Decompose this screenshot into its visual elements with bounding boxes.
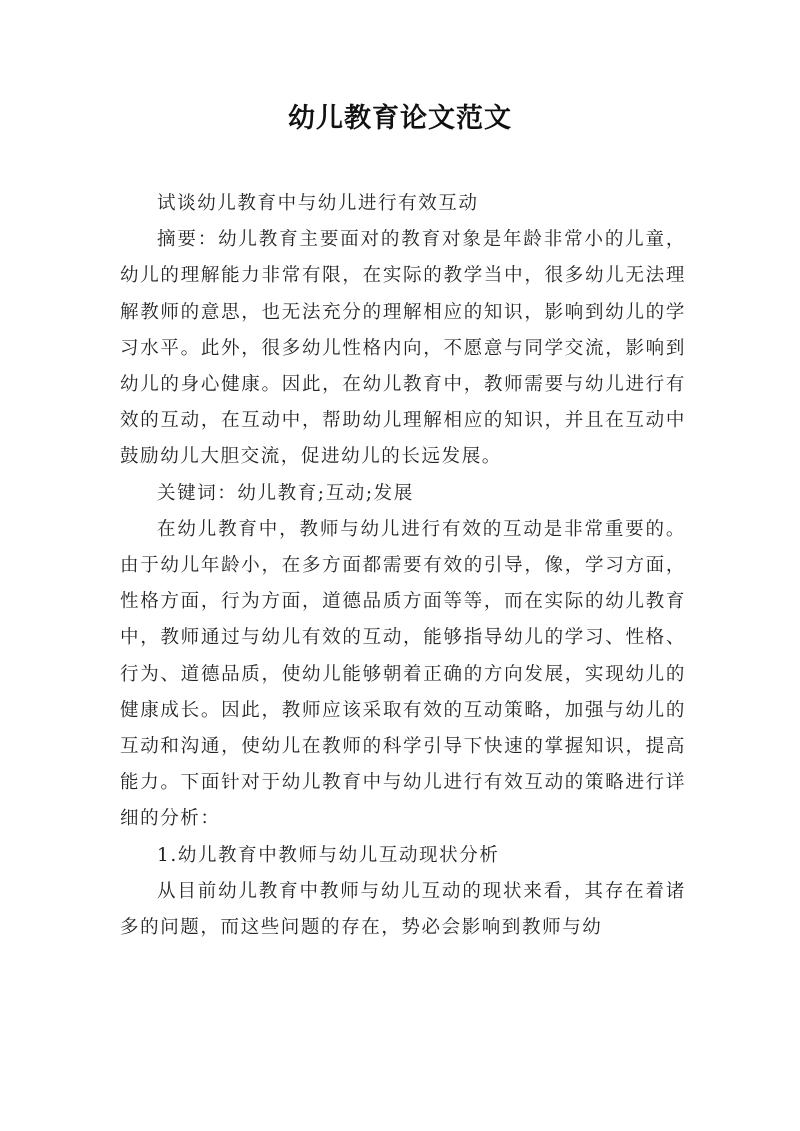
paper-subtitle: 试谈幼儿教育中与幼儿进行有效互动 bbox=[157, 193, 479, 214]
section-1-heading: 1.幼儿教育中教师与幼儿互动现状分析 bbox=[157, 844, 500, 866]
keywords-line: 关键词：幼儿教育;互动;发展 bbox=[157, 482, 414, 504]
abstract-paragraph: 摘要：幼儿教育主要面对的教育对象是年龄非常小的儿童，幼儿的理解能力非常有限，在实际的教学当中，很多幼儿无法理解教师的意思，也无法充分的理解相应的知识，影响到幼儿的学习水平。此外，很多幼儿性格内向，不愿意与同学交流，影响到幼儿的身心健康。因此，在幼儿教育中，教师需要与幼儿进行有效的互动，在互动中，帮助幼儿理解相应的知识，并且在互动中鼓励幼儿大胆交流，促进幼儿的长远发展。 bbox=[120, 229, 686, 468]
intro-paragraph: 在幼儿教育中，教师与幼儿进行有效的互动是非常重要的。由于幼儿年龄小，在多方面都需要有效的引导，像，学习方面，性格方面，行为方面，道德品质方面等等，而在实际的幼儿教育中，教师通过与幼儿有效的互动，能够指导幼儿的学习、性格、行为、道德品质，使幼儿能够朝着正确的方向发展，实现幼儿的健康成长。因此，教师应该采取有效的互动策略，加强与幼儿的互动和沟通，使幼儿在教师的科学引导下快速的掌握知识，提高能力。下面针对于幼儿教育中与幼儿进行有效互动的策略进行详细的分析： bbox=[120, 518, 686, 830]
document-body bbox=[120, 186, 686, 946]
section-1-paragraph: 从目前幼儿教育中教师与幼儿互动的现状来看，其存在着诸多的问题，而这些问题的存在，势必会影响到教师与幼 bbox=[120, 880, 686, 939]
document-title: 幼儿教育论文范文 bbox=[288, 103, 512, 134]
